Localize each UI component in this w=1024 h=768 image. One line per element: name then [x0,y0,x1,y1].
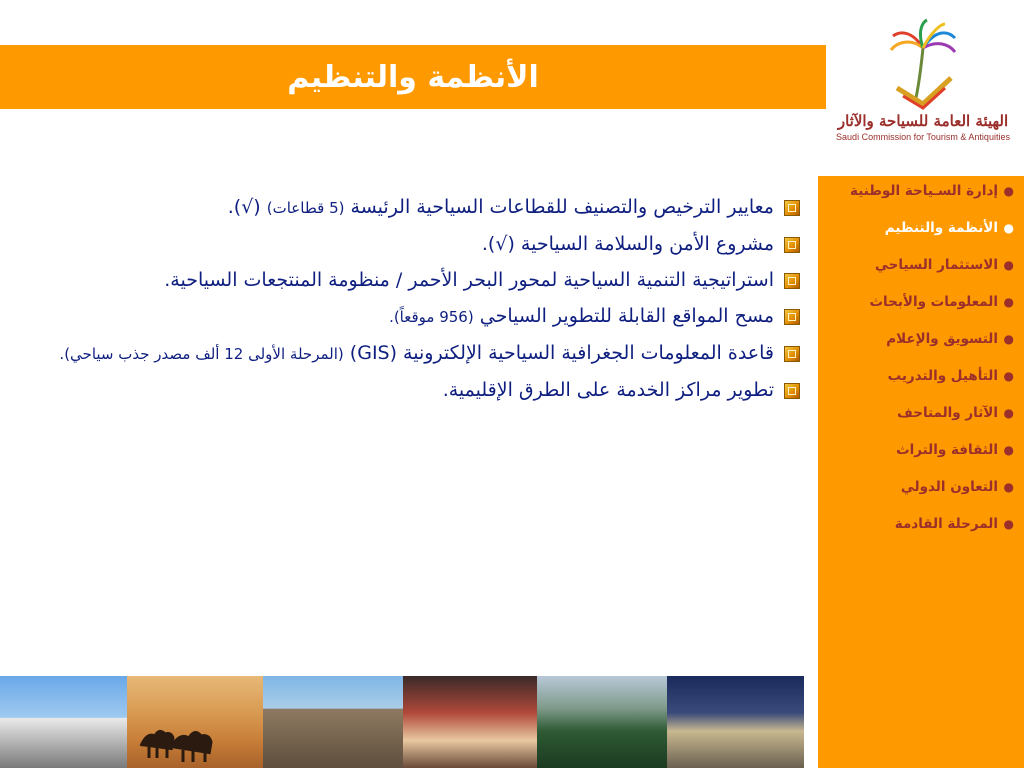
sidebar-item[interactable] [826,515,1014,533]
photo-mosque [667,676,804,768]
square-bullet-icon [784,237,800,253]
sidebar-item[interactable] [826,441,1014,459]
bullet-dot-icon: ● [1003,221,1014,235]
sidebar-list [818,176,1024,533]
list-item-text: قاعدة المعلومات الجغرافية السياحية الإلكترونية (GIS) [349,342,774,364]
list-item [22,190,802,225]
bullet-dot-icon: ● [1003,332,1014,346]
sidebar-item-label: الأنظمة والتنظيم [884,220,998,236]
sidebar-item-active[interactable] [826,219,1014,237]
sidebar [818,176,1024,768]
square-bullet-icon [784,309,800,325]
sidebar-item-label: الثقافة والتراث [896,442,998,458]
bullet-dot-icon: ● [1003,184,1014,198]
sidebar-item-label: إدارة السـياحة الوطنية [850,183,998,199]
list-item-note: (المرحلة الأولى 12 ألف مصدر جذب سياحي). [59,345,344,363]
list-item-suffix: (√). [227,196,267,218]
sidebar-item[interactable] [826,182,1014,200]
list-item-text: مسح المواقع القابلة للتطوير السياحي [479,305,774,327]
logo [828,18,1018,168]
square-bullet-icon [784,200,800,216]
title-bar [0,45,826,109]
sidebar-item-label: المعلومات والأبحاث [869,294,998,310]
bullet-dot-icon: ● [1003,443,1014,457]
list-item [22,299,802,334]
photo-heritage-village [263,676,403,768]
photo-mountains [537,676,667,768]
list-item-note: (956 موقعاً). [389,308,474,326]
photo-restaurant [403,676,537,768]
list-item-text: تطوير مراكز الخدمة على الطرق الإقليمية. [442,379,774,401]
photo-strip [0,676,804,768]
sidebar-item-label: المرحلة القادمة [894,516,998,532]
bullet-dot-icon: ● [1003,258,1014,272]
list-item [22,263,802,297]
square-bullet-icon [784,273,800,289]
sidebar-item[interactable] [826,256,1014,274]
square-bullet-icon [784,346,800,362]
sidebar-item-label: الآثار والمتاحف [897,405,998,421]
sidebar-item[interactable] [826,330,1014,348]
sidebar-item-label: الاستثمار السياحي [875,257,998,273]
square-bullet-icon [784,383,800,399]
list-item [22,373,802,407]
camel-icon [127,676,263,768]
bullet-dot-icon: ● [1003,517,1014,531]
sidebar-item-label: التعاون الدولي [900,479,998,495]
list-item-note: (5 قطاعات) [266,199,345,217]
bullet-dot-icon: ● [1003,295,1014,309]
list-item-text: مشروع الأمن والسلامة السياحية (√). [481,233,774,255]
photo-desert-camels [127,676,263,768]
palm-logo-icon [883,18,963,110]
bullet-dot-icon: ● [1003,480,1014,494]
sidebar-item-label: التسويق والإعلام [886,331,998,347]
bullet-dot-icon: ● [1003,369,1014,383]
bullet-dot-icon: ● [1003,406,1014,420]
list-item [22,336,802,371]
sidebar-item[interactable] [826,478,1014,496]
logo-name-arabic: الهيئة العامة للسياحة والآثار [837,112,1009,130]
slide-title: الأنظمة والتنظيم [287,59,539,95]
list-item-text: معايير الترخيص والتصنيف للقطاعات السياحية الرئيسة [350,196,774,218]
sidebar-item[interactable] [826,293,1014,311]
list-item-text: استراتيجية التنمية السياحية لمحور البحر الأحمر / منظومة المنتجعات السياحية. [164,269,774,291]
list-item [22,227,802,261]
sidebar-item[interactable] [826,404,1014,422]
sidebar-item-label: التأهيل والتدريب [887,368,998,384]
content-list [22,190,802,409]
sidebar-item[interactable] [826,367,1014,385]
logo-name-english: Saudi Commission for Tourism & Antiquities [836,132,1010,142]
photo-sculpture [0,676,127,768]
